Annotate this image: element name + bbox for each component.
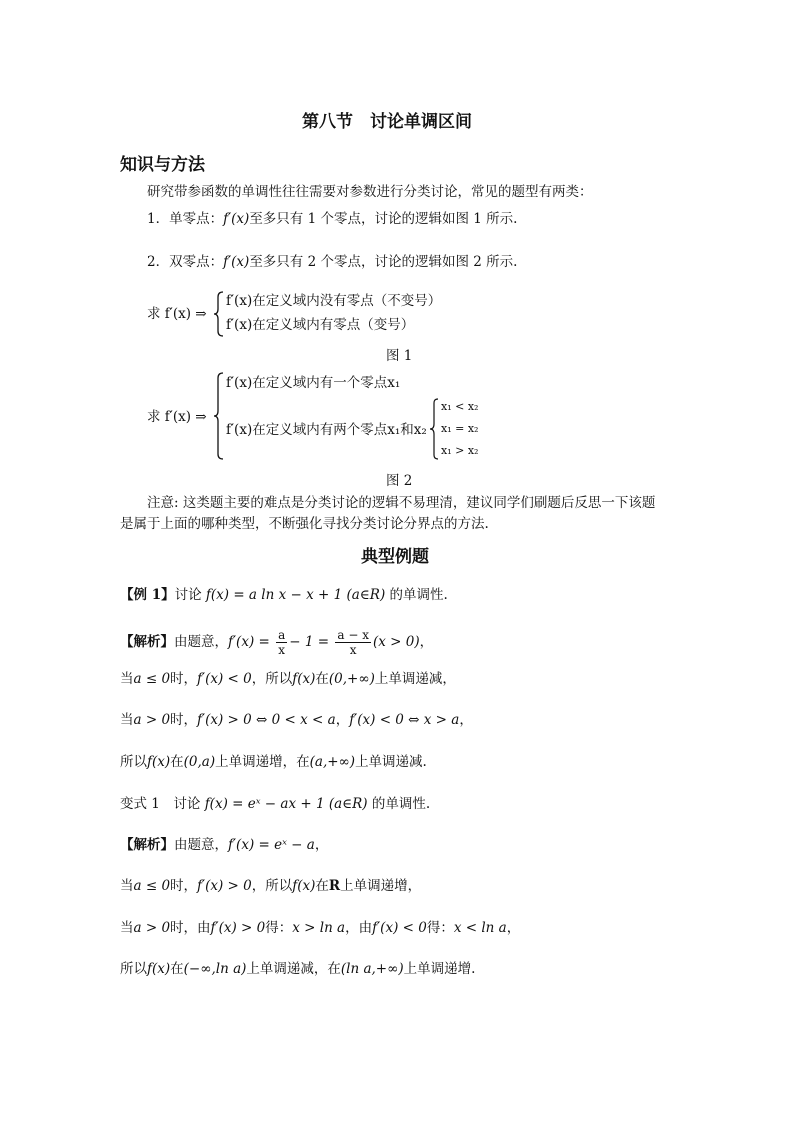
math: f(x)	[292, 671, 316, 687]
math: f(x)	[147, 961, 171, 977]
fig2-sub-greater: x₁ > x₂	[441, 444, 479, 457]
math: (−∞,ln a)	[183, 961, 247, 977]
fig2-sub-equal: x₁ = x₂	[441, 422, 479, 435]
text: 在	[315, 878, 329, 894]
item1-math: f′(x)	[223, 211, 250, 227]
math: x < ln a	[453, 920, 507, 936]
variant-1-math: f(x) = eˣ − ax + 1 (a∈R)	[204, 796, 368, 812]
text: ，由	[345, 920, 373, 936]
item2-prefix: 2．双零点：	[147, 254, 224, 270]
math: f′(x) > 0	[197, 878, 252, 894]
text: ，	[314, 837, 329, 853]
math: f(x)	[292, 878, 316, 894]
item1-suffix: 至多只有 1 个零点，讨论的逻辑如图 1 所示.	[249, 211, 518, 227]
text: 当	[120, 712, 134, 728]
text: 上单调递增，	[340, 878, 422, 894]
math: f′(x) < 0	[197, 671, 252, 687]
fig1-lhs: 求 f′(x) ⇒	[147, 306, 207, 322]
solution-1-punct: ，	[419, 634, 434, 650]
solution-2-line-1	[120, 836, 328, 854]
math: f′(x) > 0 ⇔ 0 < x < a	[197, 712, 336, 728]
fig2-brace-icon	[214, 372, 224, 460]
item2-suffix: 至多只有 2 个零点，讨论的逻辑如图 2 所示.	[249, 254, 518, 270]
text: 当	[120, 671, 134, 687]
text: 所以	[120, 961, 147, 977]
math: (0,+∞)	[328, 671, 375, 687]
math: f′(x) > 0	[210, 920, 266, 936]
math: f′(x) = eˣ − a	[228, 837, 315, 853]
solution-1-domain: (x > 0)	[372, 634, 420, 650]
text: 在	[315, 671, 329, 687]
solution-2-line-4	[120, 960, 475, 978]
item2-math: f′(x)	[223, 254, 250, 270]
text: 时，由	[170, 920, 211, 936]
variant-1-text-b: 的单调性.	[371, 796, 431, 812]
math: a > 0	[133, 712, 171, 728]
section-heading-knowledge: 知识与方法	[120, 155, 205, 175]
fig1-brace-icon	[214, 291, 224, 337]
math: R	[328, 878, 341, 894]
fraction-a-minus-x-over-x	[335, 628, 371, 657]
fig2-lhs: 求 f′(x) ⇒	[147, 409, 207, 425]
text: 在	[170, 961, 184, 977]
math: a > 0	[133, 920, 171, 936]
text: 上单调递增.	[403, 961, 476, 977]
example-1-text-a: 讨论	[174, 587, 202, 603]
text: 所以	[120, 754, 147, 770]
fraction-denominator: x	[276, 642, 287, 657]
math: a ≤ 0	[133, 671, 171, 687]
text: ，	[506, 920, 521, 936]
text: ，所以	[251, 878, 293, 894]
text: 当	[120, 878, 134, 894]
example-1	[120, 586, 448, 604]
fig2-caption: 图 2	[386, 473, 413, 489]
item-single-zero	[147, 210, 517, 228]
text: 由题意，	[174, 837, 228, 853]
text: 时，	[170, 712, 198, 728]
solution-1-derivative: f′(x) =	[228, 634, 270, 650]
fig1-caption: 图 1	[386, 348, 413, 364]
solution-1-line-1	[120, 628, 433, 657]
solution-1-minus-one: − 1 =	[289, 634, 330, 650]
text: 在	[170, 754, 184, 770]
text: 当	[120, 920, 134, 936]
text: 上单调递减，在	[246, 961, 341, 977]
math: (a,+∞)	[309, 754, 356, 770]
math: (ln a,+∞)	[340, 961, 404, 977]
example-1-label: 【例 1】	[120, 587, 175, 603]
variant-1-label: 变式 1 讨论	[120, 796, 201, 812]
solution-1-line-4	[120, 753, 427, 771]
math: a ≤ 0	[133, 878, 171, 894]
fig2-sub-less: x₁ < x₂	[441, 400, 479, 413]
text: ，	[459, 712, 473, 728]
text: 时，	[170, 878, 198, 894]
fraction-denominator: x	[335, 642, 371, 657]
note-line-2: 是属于上面的哪种类型，不断强化寻找分类讨论分界点的方法.	[120, 516, 489, 532]
fig2-case-one-zero: f′(x)在定义域内有一个零点x₁	[226, 375, 401, 391]
text: 上单调递增，在	[215, 754, 310, 770]
fig1-case-no-zero: f′(x)在定义域内没有零点（不变号）	[226, 293, 442, 309]
fig2-sub-brace-icon	[430, 398, 439, 460]
section-heading-examples: 典型例题	[361, 547, 429, 567]
fig2-case-two-zeros: f′(x)在定义域内有两个零点x₁和x₂	[226, 422, 427, 438]
text: 时，	[170, 671, 198, 687]
item1-prefix: 1．单零点：	[147, 211, 224, 227]
solution-1-text: 由题意，	[174, 634, 228, 650]
text: 得：	[426, 920, 454, 936]
math: f(x)	[147, 754, 171, 770]
item-double-zero	[147, 253, 517, 271]
solution-1-line-2	[120, 670, 456, 688]
solution-1-line-3	[120, 711, 473, 729]
page-title: 第八节 讨论单调区间	[302, 112, 472, 132]
math: x > ln a	[292, 920, 346, 936]
note-line-1: 注意: 这类题主要的难点是分类讨论的逻辑不易理清，建议同学们刷题后反思一下该题	[147, 495, 656, 511]
solution-2-line-2	[120, 877, 421, 895]
fraction-numerator: a	[278, 628, 286, 642]
example-1-text-b: 的单调性.	[389, 587, 448, 603]
fraction-a-over-x	[276, 628, 287, 657]
solution-2-label: 【解析】	[120, 837, 174, 853]
solution-1-label: 【解析】	[120, 634, 174, 650]
fig1-case-has-zero: f′(x)在定义域内有零点（变号）	[226, 317, 415, 333]
text: 上单调递减，	[374, 671, 456, 687]
example-1-math: f(x) = a ln x − x + 1 (a∈R)	[205, 587, 386, 603]
intro-text: 研究带参函数的单调性往往需要对参数进行分类讨论，常见的题型有两类：	[147, 184, 593, 200]
math: f′(x) < 0	[372, 920, 427, 936]
solution-2-line-3	[120, 919, 520, 937]
math: f′(x) < 0 ⇔ x > a	[349, 712, 460, 728]
variant-1	[120, 795, 430, 813]
math: (0,a)	[183, 754, 216, 770]
text: ，所以	[251, 671, 293, 687]
fraction-numerator: a − x	[337, 628, 369, 642]
text: 得：	[265, 920, 293, 936]
text: 上单调递减.	[355, 754, 427, 770]
text: ，	[335, 712, 350, 728]
